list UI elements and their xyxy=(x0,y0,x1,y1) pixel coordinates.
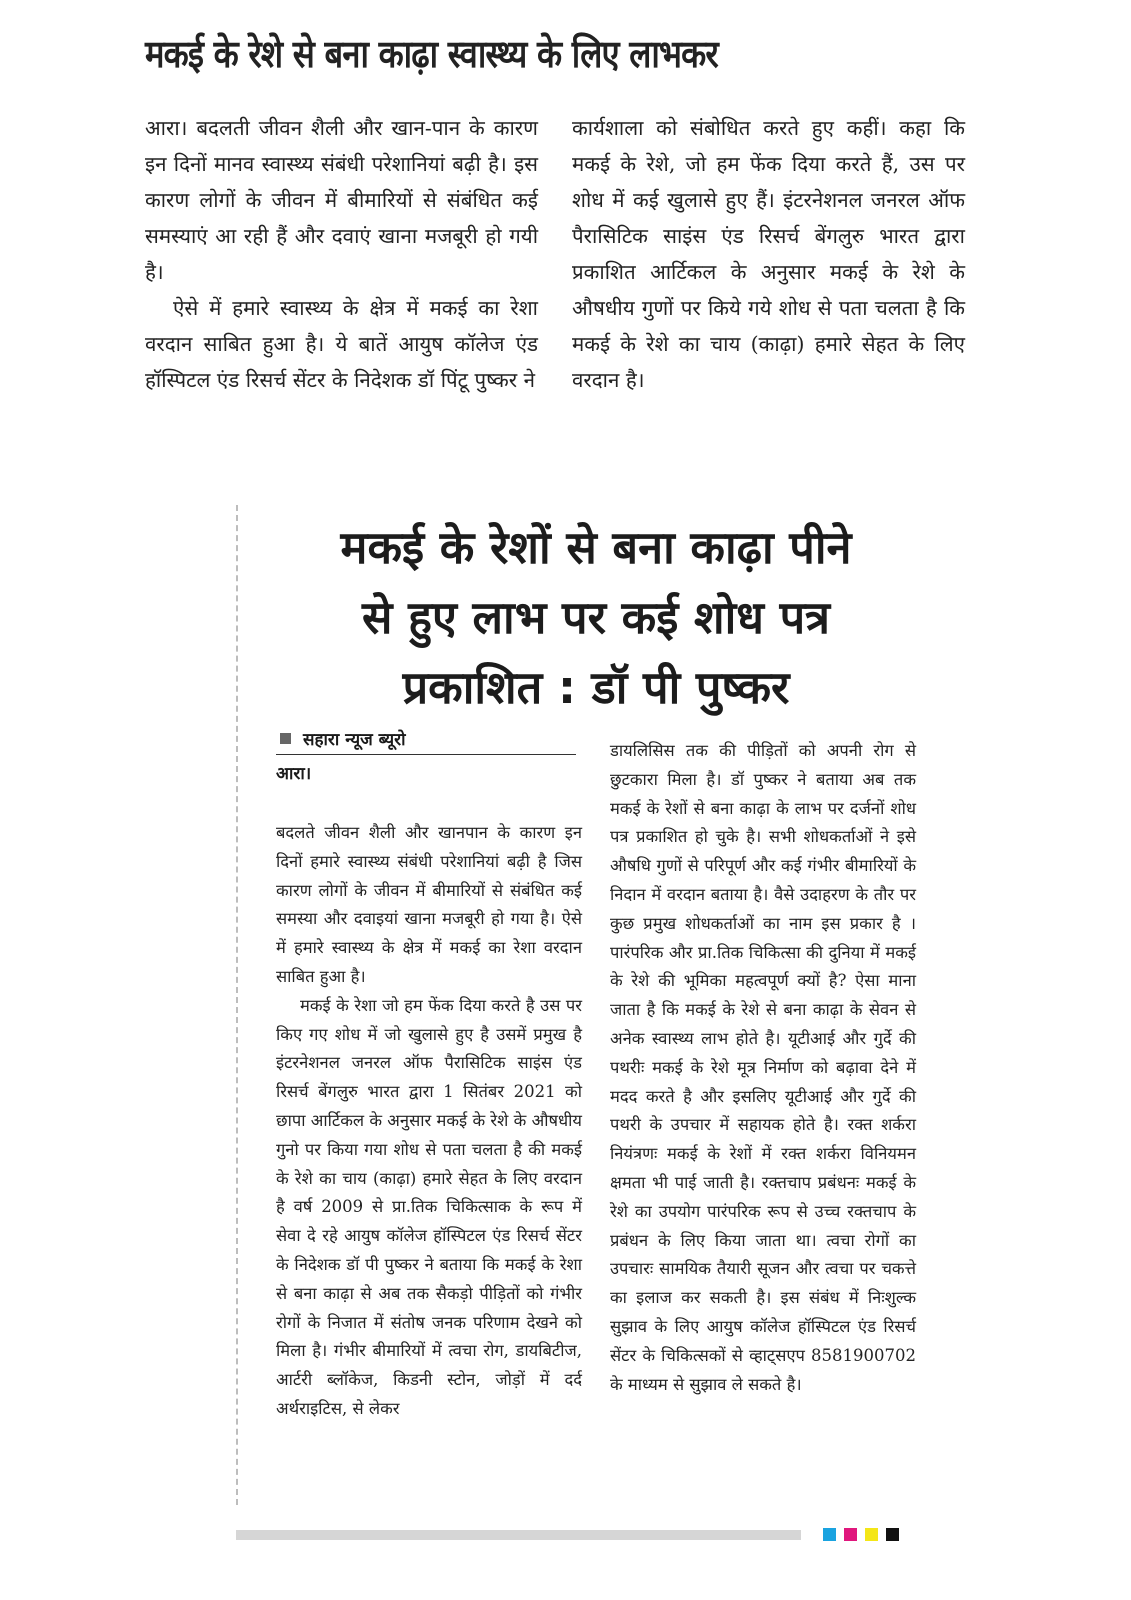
cut-mark-rule xyxy=(236,505,242,1505)
article-2-paragraph: डायलिसिस तक की पीड़ितों को अपनी रोग से छुटकारा मिला है। डॉ पुष्कर ने बताया अब तक मकई के रेशों से बना काढ़ा के लाभ पर दर्जनों शोध पत्र प्रकाशित हो चुके है। सभी शोधकर्ताओं ने इसे औषधि गुणों से परिपूर्ण और कई गंभीर बीमारियों के निदान में वरदान बताया है। वैसे उदाहरण के तौर पर कुछ प्रमुख शोधकर्ताओं का नाम इस प्रकार है । पारंपरिक और प्रा.तिक चिकित्सा की दुनिया में मकई के रेशे की भूमिका महत्वपूर्ण क्यों है? ऐसा माना जाता है कि मकई के रेशे से बना काढ़ा के सेवन से अनेक स्वास्थ्य लाभ होते है। यूटीआई और गुर्दे की पथरीः मकई के रेशे मूत्र निर्माण को बढ़ावा देने में मदद करते है और इसलिए यूटीआई और गुर्दे की पथरी के उपचार में सहायक होते है। रक्त शर्करा नियंत्रणः मकई के रेशों में रक्त शर्करा विनियमन क्षमता भी पाई जाती है। रक्तचाप प्रबंधनः मकई के रेशे का उपयोग पारंपरिक रूप से उच्च रक्तचाप के प्रबंधन के लिए किया जाता था। त्वचा रोगों का उपचारः सामयिक तैयारी सूजन और त्वचा पर चकत्ते का इलाज कर सकती है। इस संबंध में निःशुल्क सुझाव के लिए आयुष कॉलेज हॉस्पिटल एंड रिसर्च सेंटर के चिकित्सकों से व्हाट्सएप 8581900702 के माध्यम से सुझाव ले सकते है। xyxy=(610,741,916,1394)
byline xyxy=(276,727,576,755)
article-2-right-column xyxy=(610,737,916,1424)
article-1-headline: मकई के रेशे से बना काढ़ा स्वास्थ्य के लिए लाभकर xyxy=(145,32,718,76)
yellow-swatch xyxy=(865,1528,878,1541)
article-clipping-2 xyxy=(236,505,922,1525)
headline-line: से हुए लाभ पर कई शोध पत्र xyxy=(362,591,830,644)
article-2-left-column xyxy=(276,737,582,1424)
print-registration-bar xyxy=(236,1530,801,1540)
byline-block xyxy=(276,727,576,784)
article-2-paragraph: मकई के रेशा जो हम फेंक दिया करते है उस पर किए गए शोध में जो खुलासे हुए है उसमें प्रमुख है इंटरनेशनल जनरल ऑफ पैरासिटिक साइंस एंड रिसर्च बेंगलुरु भारत द्वारा 1 सितंबर 2021 को छापा आर्टिकल के अनुसार मकई के रेशे के औषधीय गुनो पर किया गया शोध से पता चलता है की मकई के रेशे का चाय (काढ़ा) हमारे सेहत के लिए वरदान है वर्ष 2009 से प्रा.तिक चिकित्साक के रूप में सेवा दे रहे आयुष कॉलेज हॉस्पिटल एंड रिसर्च सेंटर के निदेशक डॉ पी पुष्कर ने बताया कि मकई के रेशा से बना काढ़ा से अब तक सैकड़ो पीड़ितों को गंभीर रोगों के निजात में संतोष जनक परिणाम देखने को मिला है। गंभीर बीमारियों में त्वचा रोग, डायबिटीज, आर्टरी ब्लॉकेज, किडनी स्टोन, जोड़ों में दर्द अर्थराइटिस, से लेकर xyxy=(276,995,582,1418)
article-2-paragraph: बदलते जीवन शैली और खानपान के कारण इन दिनों हमारे स्वास्थ्य संबंधी परेशानियां बढ़ी है जिस कारण लोगों के जीवन में बीमारियों से संबंधित कई समस्या और दवाइयां खाना मजबूरी हो गया है। ऐसे में हमारे स्वास्थ्य के क्षेत्र में मकई का रेशा वरदान साबित हुआ है। xyxy=(276,823,582,986)
article-2-headline xyxy=(266,513,926,723)
article-1-left-column xyxy=(145,110,538,398)
article-2-body xyxy=(276,737,916,1424)
black-swatch xyxy=(886,1528,899,1541)
color-registration-swatches xyxy=(823,1528,899,1541)
byline-text: सहारा न्यूज ब्यूरो xyxy=(303,730,406,750)
square-bullet-icon xyxy=(280,733,291,744)
article-1-paragraph: कार्यशाला को संबोधित करते हुए कहीं। कहा कि मकई के रेशे, जो हम फेंक दिया करते हैं, उस पर शोध में कई खुलासे हुए हैं। इंटरनेशनल जनरल ऑफ पैरासिटिक साइंस एंड रिसर्च बेंगलुरु भारत द्वारा प्रकाशित आर्टिकल के अनुसार मकई के रेशे के औषधीय गुणों पर किये गये शोध से पता चलता है कि मकई के रेशे का चाय (काढ़ा) हमारे सेहत के लिए वरदान है। xyxy=(572,116,965,392)
article-clipping-1 xyxy=(145,25,965,495)
article-1-right-column xyxy=(572,110,965,398)
headline-line: प्रकाशित : डॉ पी पुष्कर xyxy=(402,661,790,714)
article-1-body xyxy=(145,110,965,398)
article-1-paragraph: ऐसे में हमारे स्वास्थ्य के क्षेत्र में मकई का रेशा वरदान साबित हुआ है। ये बातें आयुष कॉलेज एंड हॉस्पिटल एंड रिसर्च सेंटर के निदेशक डॉ पिंटू पुष्कर ने xyxy=(145,296,538,392)
cyan-swatch xyxy=(823,1528,836,1541)
headline-line: मकई के रेशों से बना काढ़ा पीने xyxy=(340,521,852,574)
dateline: आरा। xyxy=(276,764,312,784)
magenta-swatch xyxy=(844,1528,857,1541)
article-1-paragraph: आरा। बदलती जीवन शैली और खान-पान के कारण इन दिनों मानव स्वास्थ्य संबंधी परेशानियां बढ़ी है। इस कारण लोगों के जीवन में बीमारियों से संबंधित कई समस्याएं आ रही हैं और दवाएं खाना मजबूरी हो गयी है। xyxy=(145,116,538,284)
